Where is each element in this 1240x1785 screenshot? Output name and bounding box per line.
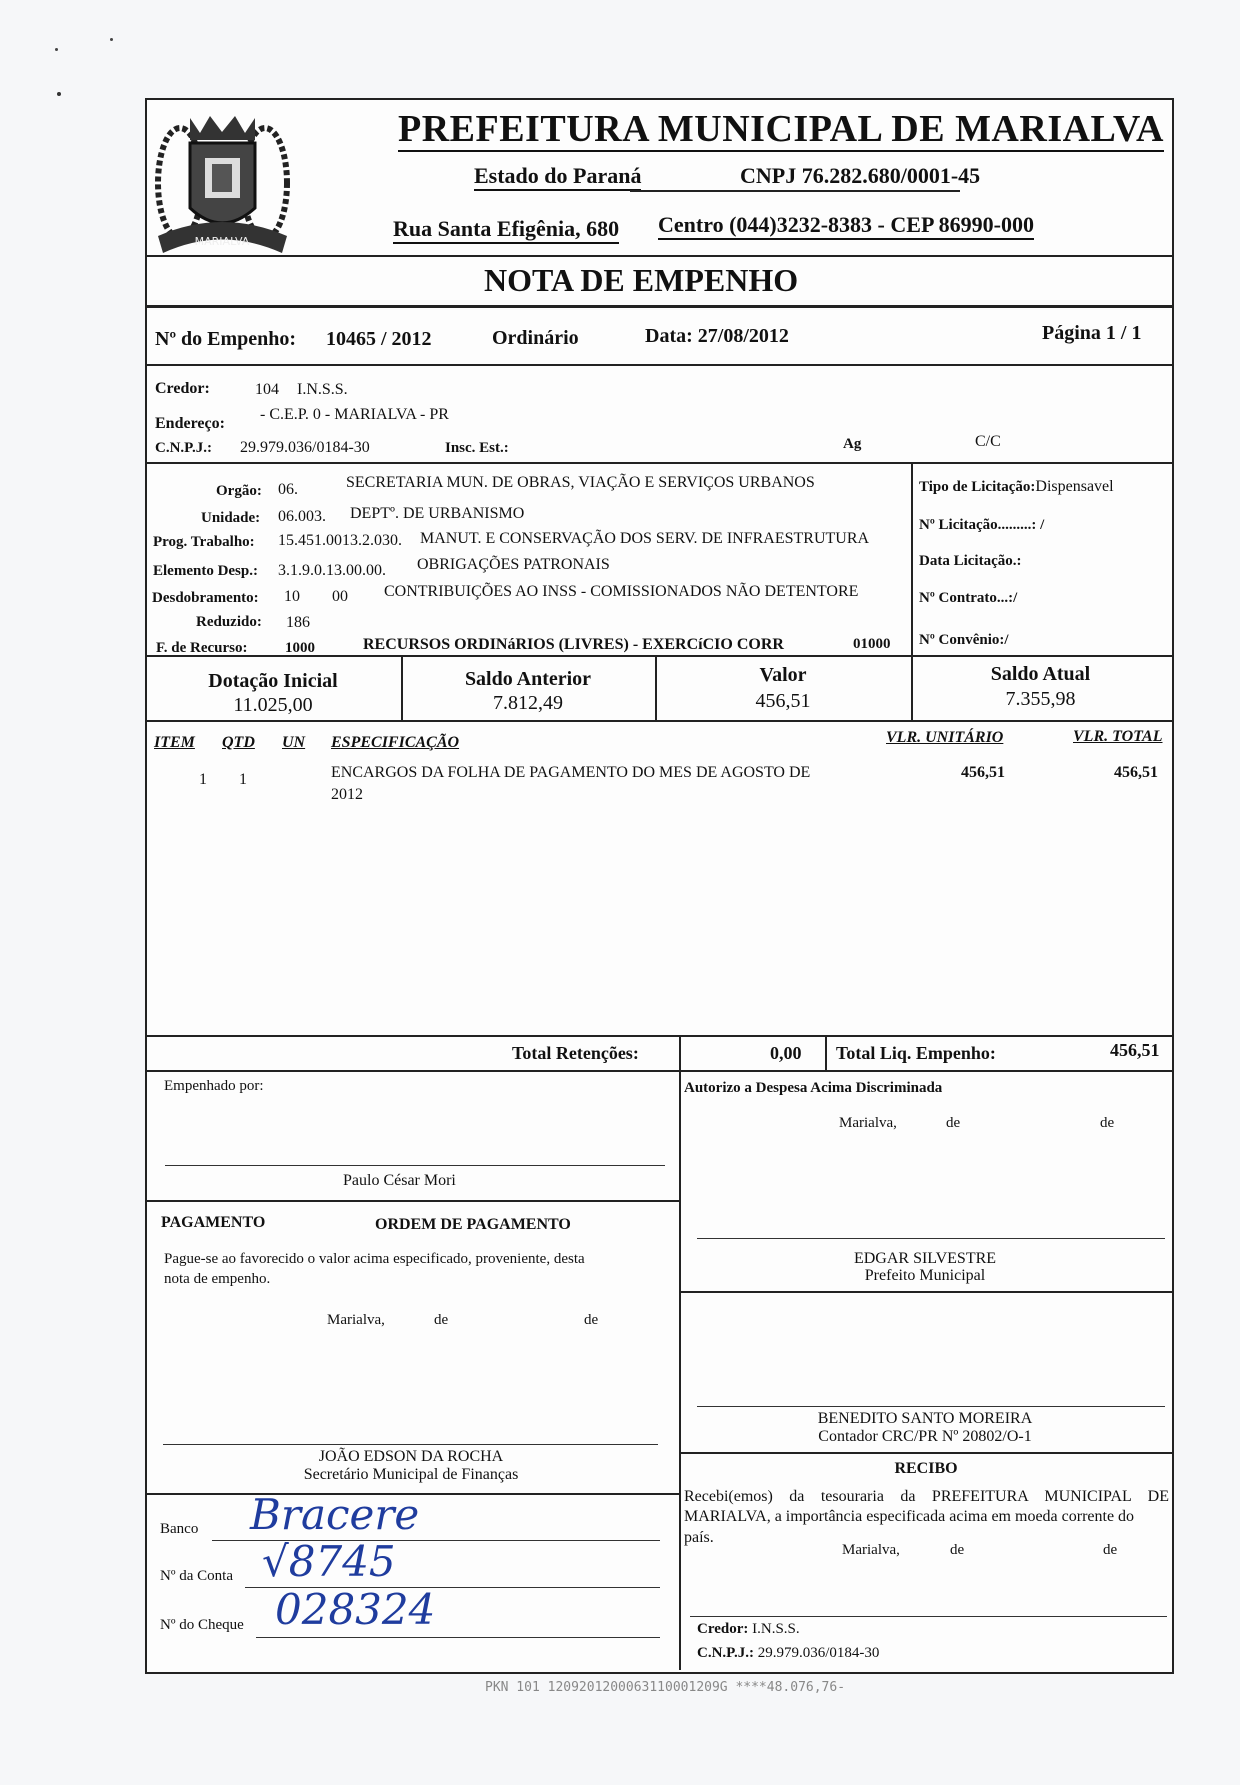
row-total-value: 456,51 [1114, 764, 1158, 781]
recibo-text-line1: Recebi(emos) da tesouraria da PREFEITURA MUNICIPAL DE [684, 1488, 1169, 1505]
col-header-total: VLR. TOTAL [1073, 728, 1163, 745]
desdobramento-label: Desdobramento: [152, 590, 259, 606]
unidade-label: Unidade: [201, 510, 261, 526]
pagamento-text-line1: Pague-se ao favorecido o valor acima especificado, proveniente, desta [164, 1251, 585, 1267]
row-qtd: 1 [239, 771, 247, 788]
unidade-code: 06.003. [278, 508, 326, 525]
row-espec-line2: 2012 [331, 786, 363, 803]
recibo-cnpj-value: 29.979.036/0184-30 [757, 1645, 880, 1661]
recibo-title: RECIBO [894, 1460, 958, 1477]
empenho-number-label: Nº do Empenho: [155, 328, 297, 350]
recibo-cnpj: C.N.P.J.: 29.979.036/0184-30 [697, 1645, 880, 1661]
conta-handwritten: √8745 [262, 1537, 396, 1586]
speck-mark [55, 48, 58, 51]
orgao-label: Orgão: [216, 483, 262, 499]
recurso-code: 1000 [285, 640, 315, 656]
recibo-place: Marialva, [842, 1542, 900, 1558]
elemento-label: Elemento Desp.: [153, 563, 258, 579]
banco-label: Banco [160, 1521, 199, 1537]
col-header-un: UN [282, 734, 306, 751]
contrato-number: Nº Contrato...:/ [919, 590, 1018, 606]
row-unit-value: 456,51 [961, 764, 1005, 781]
row-espec-line1: ENCARGOS DA FOLHA DE PAGAMENTO DO MES DE AGOSTO DE [331, 764, 811, 781]
desdobramento-code2: 00 [332, 588, 348, 605]
credor-name: I.N.S.S. [297, 381, 348, 398]
prefeito-role: Prefeito Municipal [864, 1267, 986, 1284]
desdobramento-value: CONTRIBUIÇÕES AO INSS - COMISSIONADOS NÃO DETENTORE [384, 583, 859, 600]
autorizo-label: Autorizo a Despesa Acima Discriminada [684, 1080, 943, 1096]
pagamento-text-line2: nota de empenho. [164, 1271, 271, 1287]
cnpj-credor-value: 29.979.036/0184-30 [240, 439, 370, 456]
cc-label: C/C [975, 433, 1001, 450]
total-retencoes-value: 0,00 [770, 1043, 802, 1063]
saldo-anterior-value: 7.812,49 [493, 692, 563, 714]
recibo-de1: de [950, 1542, 965, 1558]
empenhado-name: Paulo César Mori [343, 1172, 456, 1189]
empenho-date: Data: 27/08/2012 [645, 325, 789, 347]
reduzido-value: 186 [286, 614, 310, 631]
page-title: PREFEITURA MUNICIPAL DE MARIALVA [398, 108, 1164, 150]
recurso-label: F. de Recurso: [156, 640, 248, 656]
recurso-value: RECURSOS ORDINáRIOS (LIVRES) - EXERCíCIO CORR [363, 636, 784, 653]
prog-label: Prog. Trabalho: [153, 534, 255, 550]
pagamento-place: Marialva, [327, 1312, 385, 1328]
ordem-pagamento-label: ORDEM DE PAGAMENTO [375, 1216, 571, 1233]
col-header-unit: VLR. UNITÁRIO [886, 729, 1004, 746]
cnpj-credor-label: C.N.P.J.: [155, 440, 212, 456]
recibo-credor: Credor: I.N.S.S. [697, 1621, 800, 1637]
total-liq-label: Total Liq. Empenho: [836, 1043, 996, 1063]
elemento-value: OBRIGAÇÕES PATRONAIS [417, 556, 610, 573]
pagamento-de1: de [434, 1312, 449, 1328]
speck-mark [110, 38, 113, 41]
recurso-number: 01000 [853, 636, 891, 652]
licitacao-numero: Nº Licitação.........: / [919, 517, 1045, 533]
footer-code: PKN 101 1209201200063110001209G ****48.076,76- [485, 1680, 846, 1695]
saldo-anterior-label: Saldo Anterior [464, 668, 592, 690]
dotacao-label: Dotação Inicial [208, 670, 338, 692]
saldo-atual-label: Saldo Atual [990, 663, 1091, 685]
total-retencoes-label: Total Retenções: [512, 1043, 639, 1063]
col-header-espec: ESPECIFICAÇÃO [331, 734, 460, 751]
col-header-item: ITEM [154, 734, 195, 751]
total-liq-value: 456,51 [1110, 1040, 1160, 1060]
state-label: Estado do Paraná [474, 163, 641, 191]
valor-label: Valor [759, 664, 807, 686]
banco-handwritten: Bracere [250, 1490, 420, 1539]
cheque-handwritten: 028324 [275, 1585, 436, 1634]
insc-est-label: Insc. Est.: [445, 440, 509, 456]
pagamento-de2: de [584, 1312, 599, 1328]
col-header-qtd: QTD [222, 734, 255, 751]
autorizo-de2: de [1100, 1115, 1115, 1131]
pagamento-label: PAGAMENTO [161, 1214, 266, 1231]
recibo-credor-value: I.N.S.S. [752, 1621, 800, 1637]
orgao-value: SECRETARIA MUN. DE OBRAS, VIAÇÃO E SERVIÇOS URBANOS [346, 474, 815, 491]
credor-label: Credor: [155, 380, 210, 397]
coat-of-arms-logo [150, 108, 295, 263]
credor-code: 104 [255, 381, 279, 398]
empenhado-label: Empenhado por: [164, 1078, 264, 1094]
conta-label: Nº da Conta [160, 1568, 233, 1584]
row-item: 1 [199, 771, 207, 788]
empenho-number: 10465 / 2012 [326, 328, 432, 350]
endereco-value: - C.E.P. 0 - MARIALVA - PR [260, 406, 449, 423]
orgao-code: 06. [278, 481, 298, 498]
licitacao-tipo-label: Tipo de Licitação:Dispensavel [919, 478, 1114, 495]
document-title: NOTA DE EMPENHO [484, 262, 799, 298]
desdobramento-code1: 10 [284, 588, 300, 605]
svg-text:MARIALVA: MARIALVA [194, 235, 250, 248]
unidade-value: DEPTº. DE URBANISMO [350, 505, 525, 522]
convenio-number: Nº Convênio:/ [919, 632, 1009, 648]
licitacao-tipo-value: Dispensavel [1035, 478, 1114, 495]
contador-role: Contador CRC/PR Nº 20802/O-1 [818, 1428, 1032, 1445]
recibo-text-line2: MARIALVA, a importância especificada acima em moeda corrente do [684, 1508, 1135, 1525]
saldo-atual-value: 7.355,98 [1005, 688, 1076, 710]
recibo-text-line3: país. [684, 1529, 714, 1546]
page-number: Página 1 / 1 [1042, 322, 1142, 344]
reduzido-label: Reduzido: [196, 614, 262, 630]
secretario-name: JOÃO EDSON DA ROCHA [318, 1448, 504, 1465]
prog-value: MANUT. E CONSERVAÇÃO DOS SERV. DE INFRAESTRUTURA [420, 530, 870, 547]
autorizo-de1: de [946, 1115, 961, 1131]
autorizo-place: Marialva, [839, 1115, 897, 1131]
secretario-role: Secretário Municipal de Finanças [303, 1466, 519, 1483]
cnpj-label: CNPJ 76.282.680/0001-45 [740, 163, 981, 188]
cheque-label: Nº do Cheque [160, 1617, 244, 1633]
elemento-code: 3.1.9.0.13.00.00. [278, 562, 386, 579]
endereco-label: Endereço: [155, 415, 225, 432]
dotacao-value: 11.025,00 [233, 694, 313, 716]
speck-mark [57, 92, 61, 96]
licitacao-data: Data Licitação.: [919, 553, 1022, 569]
contact-label: Centro (044)3232-8383 - CEP 86990-000 [658, 212, 1034, 240]
address-label: Rua Santa Efigênia, 680 [393, 216, 619, 244]
valor-value: 456,51 [755, 690, 811, 712]
prefeito-name: EDGAR SILVESTRE [853, 1250, 997, 1267]
ag-label: Ag [843, 436, 862, 452]
contador-name: BENEDITO SANTO MOREIRA [817, 1410, 1033, 1427]
recibo-de2: de [1103, 1542, 1118, 1558]
empenho-type: Ordinário [492, 327, 579, 349]
prog-code: 15.451.0013.2.030. [278, 532, 402, 549]
